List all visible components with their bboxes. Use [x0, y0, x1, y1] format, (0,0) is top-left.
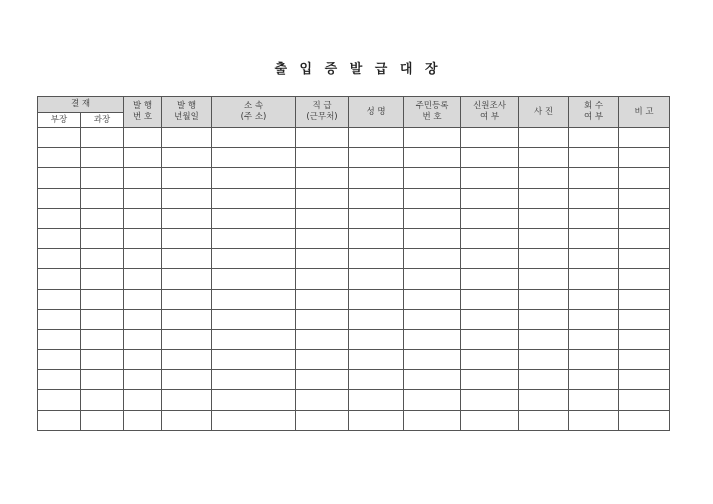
table-cell[interactable]: [162, 309, 212, 329]
table-cell[interactable]: [212, 269, 296, 289]
table-cell[interactable]: [81, 329, 124, 349]
table-cell[interactable]: [38, 309, 81, 329]
table-cell[interactable]: [404, 249, 461, 269]
table-cell[interactable]: [212, 350, 296, 370]
table-cell[interactable]: [619, 289, 670, 309]
header-approval-manager: 부장: [38, 113, 81, 128]
table-row: [38, 410, 670, 430]
table-cell[interactable]: [519, 289, 569, 309]
table-cell[interactable]: [162, 269, 212, 289]
table-cell[interactable]: [296, 249, 349, 269]
header-approval: 결 재: [38, 97, 124, 113]
table-row: [38, 168, 670, 188]
table-cell[interactable]: [162, 289, 212, 309]
table-cell[interactable]: [349, 208, 404, 228]
table-cell[interactable]: [404, 208, 461, 228]
table-cell[interactable]: [162, 410, 212, 430]
table-row: [38, 249, 670, 269]
table-cell[interactable]: [124, 309, 162, 329]
table-cell[interactable]: [81, 148, 124, 168]
table-cell[interactable]: [619, 168, 670, 188]
table-cell[interactable]: [519, 390, 569, 410]
table-cell[interactable]: [619, 390, 670, 410]
table-cell[interactable]: [619, 309, 670, 329]
table-cell[interactable]: [349, 370, 404, 390]
table-cell[interactable]: [212, 148, 296, 168]
table-cell[interactable]: [519, 188, 569, 208]
table-cell[interactable]: [296, 269, 349, 289]
table-cell[interactable]: [519, 148, 569, 168]
table-cell[interactable]: [349, 410, 404, 430]
table-cell[interactable]: [519, 370, 569, 390]
table-cell[interactable]: [124, 208, 162, 228]
table-cell[interactable]: [296, 148, 349, 168]
table-cell[interactable]: [38, 370, 81, 390]
table-cell[interactable]: [124, 269, 162, 289]
table-cell[interactable]: [212, 168, 296, 188]
table-row: [38, 148, 670, 168]
table-cell[interactable]: [162, 370, 212, 390]
table-cell[interactable]: [38, 128, 81, 148]
table-cell[interactable]: [404, 168, 461, 188]
table-cell[interactable]: [461, 269, 519, 289]
table-cell[interactable]: [81, 370, 124, 390]
header-issue-number: 발 행 번 호: [124, 97, 162, 128]
table-cell[interactable]: [81, 390, 124, 410]
table-cell[interactable]: [349, 148, 404, 168]
table-cell[interactable]: [349, 350, 404, 370]
header-approval-section-chief: 과장: [81, 113, 124, 128]
table-cell[interactable]: [124, 410, 162, 430]
table-cell[interactable]: [162, 168, 212, 188]
table-cell[interactable]: [569, 269, 619, 289]
table-cell[interactable]: [349, 228, 404, 248]
table-cell[interactable]: [349, 188, 404, 208]
table-cell[interactable]: [569, 168, 619, 188]
table-cell[interactable]: [212, 390, 296, 410]
table-cell[interactable]: [38, 289, 81, 309]
table-cell[interactable]: [38, 269, 81, 289]
table-cell[interactable]: [81, 188, 124, 208]
page-title: 출 입 증 발 급 대 장: [274, 62, 439, 77]
table-cell[interactable]: [461, 208, 519, 228]
table-cell[interactable]: [296, 208, 349, 228]
table-cell[interactable]: [212, 289, 296, 309]
table-cell[interactable]: [461, 148, 519, 168]
table-row: [38, 208, 670, 228]
table-cell[interactable]: [296, 370, 349, 390]
table-cell[interactable]: [619, 370, 670, 390]
table-cell[interactable]: [461, 228, 519, 248]
table-cell[interactable]: [619, 128, 670, 148]
header-issue-date: 발 행 년월일: [162, 97, 212, 128]
table-row: [38, 228, 670, 248]
table-cell[interactable]: [519, 168, 569, 188]
table-cell[interactable]: [162, 128, 212, 148]
table-cell[interactable]: [212, 228, 296, 248]
table-cell[interactable]: [124, 289, 162, 309]
table-cell[interactable]: [81, 228, 124, 248]
table-cell[interactable]: [38, 188, 81, 208]
table-cell[interactable]: [212, 329, 296, 349]
table-cell[interactable]: [349, 289, 404, 309]
table-cell[interactable]: [81, 350, 124, 370]
table-cell[interactable]: [619, 228, 670, 248]
table-row: [38, 309, 670, 329]
header-photo: 사 진: [519, 97, 569, 128]
table-cell[interactable]: [124, 370, 162, 390]
table-cell[interactable]: [124, 390, 162, 410]
table-cell[interactable]: [569, 128, 619, 148]
header-name: 성 명: [349, 97, 404, 128]
table-cell[interactable]: [162, 329, 212, 349]
table-cell[interactable]: [519, 228, 569, 248]
table-cell[interactable]: [404, 269, 461, 289]
table-cell[interactable]: [38, 390, 81, 410]
table-row: [38, 289, 670, 309]
table-cell[interactable]: [349, 390, 404, 410]
table-cell[interactable]: [569, 188, 619, 208]
header-resident-number: 주민등록 번 호: [404, 97, 461, 128]
table-cell[interactable]: [349, 309, 404, 329]
table-cell[interactable]: [519, 128, 569, 148]
table-cell[interactable]: [404, 410, 461, 430]
table-cell[interactable]: [461, 350, 519, 370]
header-remarks: 비 고: [619, 97, 670, 128]
table-cell[interactable]: [569, 148, 619, 168]
table-cell[interactable]: [461, 128, 519, 148]
table-cell[interactable]: [38, 329, 81, 349]
table-cell[interactable]: [349, 329, 404, 349]
table-cell[interactable]: [296, 289, 349, 309]
table-cell[interactable]: [162, 249, 212, 269]
table-cell[interactable]: [38, 410, 81, 430]
table-cell[interactable]: [296, 390, 349, 410]
table-cell[interactable]: [404, 188, 461, 208]
table-cell[interactable]: [296, 128, 349, 148]
table-cell[interactable]: [38, 228, 81, 248]
table-cell[interactable]: [404, 289, 461, 309]
table-cell[interactable]: [81, 410, 124, 430]
table-cell[interactable]: [404, 350, 461, 370]
table-cell[interactable]: [81, 249, 124, 269]
table-cell[interactable]: [569, 309, 619, 329]
table-cell[interactable]: [404, 370, 461, 390]
table-cell[interactable]: [296, 188, 349, 208]
table-cell[interactable]: [212, 370, 296, 390]
table-row: [38, 188, 670, 208]
table-cell[interactable]: [296, 350, 349, 370]
table-cell[interactable]: [569, 289, 619, 309]
table-cell[interactable]: [569, 390, 619, 410]
table-cell[interactable]: [212, 208, 296, 228]
table-cell[interactable]: [461, 289, 519, 309]
table-cell[interactable]: [404, 148, 461, 168]
table-row: [38, 329, 670, 349]
table-cell[interactable]: [212, 188, 296, 208]
table-cell[interactable]: [212, 128, 296, 148]
table-row: [38, 128, 670, 148]
table-cell[interactable]: [519, 309, 569, 329]
table-cell[interactable]: [162, 390, 212, 410]
table-cell[interactable]: [162, 148, 212, 168]
table-cell[interactable]: [619, 350, 670, 370]
table-cell[interactable]: [81, 168, 124, 188]
table-cell[interactable]: [81, 269, 124, 289]
table-cell[interactable]: [162, 350, 212, 370]
table-cell[interactable]: [404, 329, 461, 349]
table-row: [38, 370, 670, 390]
table-cell[interactable]: [296, 228, 349, 248]
table-row: [38, 269, 670, 289]
table-cell[interactable]: [569, 410, 619, 430]
table-cell[interactable]: [619, 148, 670, 168]
table-cell[interactable]: [349, 269, 404, 289]
table-cell[interactable]: [212, 249, 296, 269]
table-cell[interactable]: [519, 410, 569, 430]
table-cell[interactable]: [519, 350, 569, 370]
table-cell[interactable]: [519, 269, 569, 289]
table-cell[interactable]: [124, 350, 162, 370]
table-cell[interactable]: [461, 249, 519, 269]
table-cell[interactable]: [296, 329, 349, 349]
table-cell[interactable]: [38, 249, 81, 269]
table-cell[interactable]: [461, 410, 519, 430]
table-cell[interactable]: [124, 128, 162, 148]
table-cell[interactable]: [38, 148, 81, 168]
table-cell[interactable]: [404, 309, 461, 329]
table-cell[interactable]: [519, 249, 569, 269]
ledger-body: [38, 128, 670, 431]
table-cell[interactable]: [296, 309, 349, 329]
table-cell[interactable]: [124, 188, 162, 208]
table-cell[interactable]: [162, 208, 212, 228]
table-cell[interactable]: [404, 128, 461, 148]
table-cell[interactable]: [461, 390, 519, 410]
table-row: [38, 390, 670, 410]
table-cell[interactable]: [619, 269, 670, 289]
table-cell[interactable]: [619, 249, 670, 269]
table-cell[interactable]: [619, 410, 670, 430]
table-cell[interactable]: [124, 329, 162, 349]
table-cell[interactable]: [461, 329, 519, 349]
table-cell[interactable]: [38, 208, 81, 228]
table-cell[interactable]: [296, 168, 349, 188]
table-cell[interactable]: [519, 208, 569, 228]
table-cell[interactable]: [619, 208, 670, 228]
table-cell[interactable]: [81, 289, 124, 309]
table-cell[interactable]: [81, 309, 124, 329]
table-cell[interactable]: [569, 249, 619, 269]
table-cell[interactable]: [38, 350, 81, 370]
table-cell[interactable]: [212, 309, 296, 329]
table-cell[interactable]: [212, 410, 296, 430]
table-cell[interactable]: [519, 329, 569, 349]
table-cell[interactable]: [162, 228, 212, 248]
table-cell[interactable]: [124, 228, 162, 248]
table-cell[interactable]: [404, 390, 461, 410]
table-cell[interactable]: [619, 188, 670, 208]
table-cell[interactable]: [349, 128, 404, 148]
table-cell[interactable]: [349, 168, 404, 188]
table-cell[interactable]: [81, 208, 124, 228]
table-cell[interactable]: [124, 168, 162, 188]
header-position: 직 급 (근무처): [296, 97, 349, 128]
table-cell[interactable]: [404, 228, 461, 248]
table-cell[interactable]: [569, 208, 619, 228]
table-cell[interactable]: [569, 350, 619, 370]
table-cell[interactable]: [81, 128, 124, 148]
table-cell[interactable]: [461, 370, 519, 390]
table-cell[interactable]: [619, 329, 670, 349]
table-cell[interactable]: [461, 188, 519, 208]
table-cell[interactable]: [461, 309, 519, 329]
issuance-ledger-table: [37, 96, 670, 431]
table-cell[interactable]: [124, 249, 162, 269]
table-cell[interactable]: [124, 148, 162, 168]
header-background-check: 신원조사 여 부: [461, 97, 519, 128]
header-affiliation: 소 속 (주 소): [212, 97, 296, 128]
table-cell[interactable]: [569, 370, 619, 390]
table-cell[interactable]: [569, 228, 619, 248]
table-cell[interactable]: [162, 188, 212, 208]
table-cell[interactable]: [296, 410, 349, 430]
table-cell[interactable]: [569, 329, 619, 349]
table-cell[interactable]: [38, 168, 81, 188]
header-returned: 회 수 여 부: [569, 97, 619, 128]
table-row: [38, 350, 670, 370]
table-cell[interactable]: [461, 168, 519, 188]
table-cell[interactable]: [349, 249, 404, 269]
